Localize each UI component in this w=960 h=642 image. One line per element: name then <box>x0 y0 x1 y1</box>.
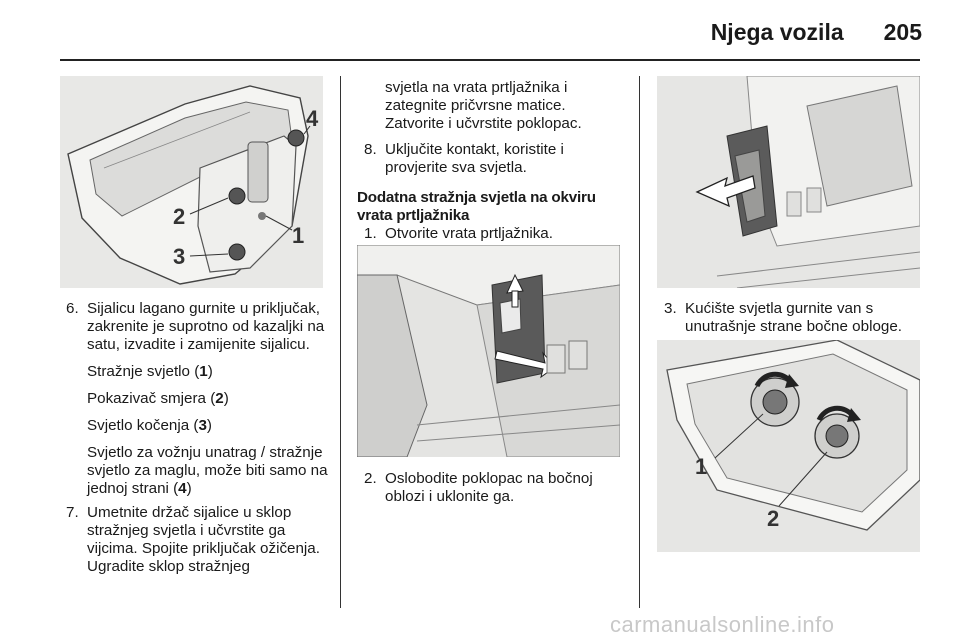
step-7: 7. Umetnite držač sijalice u sklop stražnjeg svjetla i učvrstite ga vijcima. Spojite priključak ožičenja. Ugradite sklop stražnjeg <box>66 504 328 576</box>
step-3: 3. Kućište svjetla gurnite van s unutrašnje strane bočne obloge. <box>664 300 926 336</box>
page-number: 205 <box>883 18 922 45</box>
lamp-housing-removal-illustration <box>657 76 920 288</box>
bulb-reverse-fog-light: Svjetlo za vožnju unatrag / stražnje svjetlo za maglu, može biti samo na jednoj strani (4) <box>87 444 328 497</box>
bulb-tail-light: Stražnje svjetlo (1) <box>87 363 213 380</box>
column-2-text <box>357 79 626 243</box>
column-2-bottom-text <box>364 470 626 506</box>
step-2-text: Oslobodite poklopac na bočnoj oblozi i uklonite ga. <box>385 470 593 505</box>
callout-2: 2 <box>173 204 186 229</box>
step-8-text: Uključite kontakt, koristite i provjerite sva svjetla. <box>385 141 564 176</box>
step-6: 6. Sijalicu lagano gurnite u priključak, zakrenite je suprotno od kazaljki na satu, izvadite i zamijenite sijalicu. Stražnje svjetlo (1) Pokazivač smjera (2) Svjetlo kočenja (3) Svjetlo za vožnju unatrag / stražnje svjetlo za maglu, može biti samo na jednoj strani (4) <box>66 300 328 497</box>
section-title: Njega vozila <box>710 18 844 45</box>
column-1-text <box>66 300 328 576</box>
callout-4: 4 <box>306 106 319 131</box>
step-1-text: Otvorite vrata prtljažnika. <box>385 225 553 242</box>
column-divider-1 <box>340 76 341 608</box>
lamp-bulbs-twist-illustration <box>657 340 920 552</box>
bulb-turn-signal: Pokazivač smjera (2) <box>87 390 229 407</box>
step-1: 1. Otvorite vrata prtljažnika. <box>364 225 626 243</box>
step-7-continued <box>364 79 626 133</box>
section-heading: Dodatna stražnja svjetla na okviru vrata prtljažnika <box>357 189 596 224</box>
step-7-text: Umetnite držač sijalice u sklop stražnjeg svjetla i učvrstite ga vijcima. Spojite priključak ožičenja. Ugradite sklop stražnjeg <box>87 504 320 575</box>
callout-1: 1 <box>292 223 305 248</box>
step-2: 2. Oslobodite poklopac na bočnoj oblozi i uklonite ga. <box>364 470 626 506</box>
step-6-text: Sijalicu lagano gurnite u priključak, zakrenite je suprotno od kazaljki na satu, izvadite i zamijenite sijalicu. <box>87 300 325 353</box>
column-3-text <box>664 300 926 336</box>
watermark: carmanualsonline.info <box>610 612 835 637</box>
page-header <box>711 14 922 50</box>
callout-3: 3 <box>173 244 186 269</box>
bulb-brake-light: Svjetlo kočenja (3) <box>87 417 212 434</box>
step-8: 8. Uključite kontakt, koristite i provjerite sva svjetla. <box>364 141 626 177</box>
tail-lamp-bulb-holder-illustration <box>60 76 323 288</box>
callout-1: 1 <box>695 454 708 479</box>
callout-2: 2 <box>767 506 780 531</box>
column-divider-2 <box>639 76 640 608</box>
header-rule <box>60 59 920 61</box>
trunk-side-trim-cover-illustration <box>357 245 620 457</box>
step-7-continued-text: svjetla na vrata prtljažnika i zategnite pričvrsne matice. Zatvorite i učvrstite poklopac. <box>385 79 582 132</box>
step-3-text: Kućište svjetla gurnite van s unutrašnje strane bočne obloge. <box>685 300 903 335</box>
